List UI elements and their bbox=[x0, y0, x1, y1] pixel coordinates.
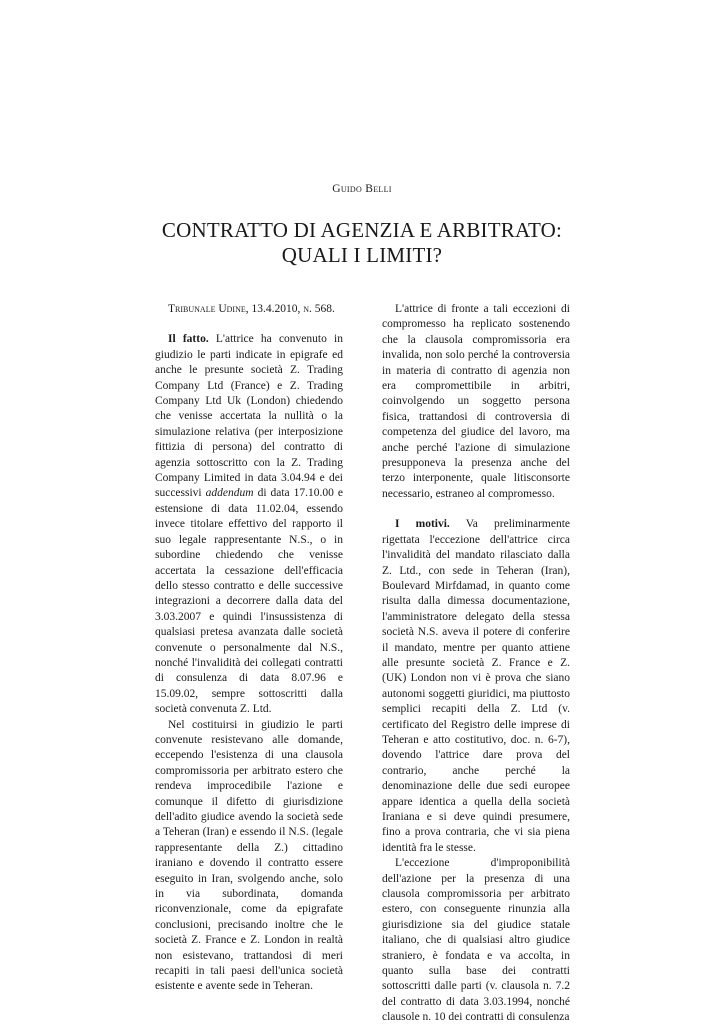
costituzione-paragraph: Nel costituirsi in giudizio le parti convenute resistevano alle domande, eccependo l'esistenza di una clausola compromissoria per arbitrato estero che rendeva improcedibile l'azione e comunque il difetto di giurisdizione dell'adito giudice avendo la società sede a Teheran (Iran) e essendo il N.S. (legale rappresentante della Z.) cittadino iraniano e dovendo il contratto essere eseguito in Iran, svolgendo anche, solo in via subordinata, domanda riconvenzionale, come da epigrafate conclusioni, precisando inoltre che le società Z. France e Z. London in realtà non esistevano, trattandosi di meri recapiti in tali paesi dell'unica società esistente e avente sede in Teheran. bbox=[155, 718, 343, 993]
replica-paragraph: L'attrice di fronte a tali eccezioni di compromesso ha replicato sostenendo che la clausola compromissoria era invalida, non solo perché la controversia in materia di contratto di agenzia non era compromettibile in arbitri, coinvolgendo un soggetto persona fisica, trattandosi di controversia di competenza del giudice del lavoro, ma anche perché l'azione di simulazione presupponeva la presenza anche del terzo interponente, quale litisconsorte necessario, estraneo al compromesso. bbox=[382, 303, 570, 500]
fatto-heading: Il fatto. bbox=[168, 333, 209, 346]
addendum-term: addendum bbox=[205, 487, 254, 500]
left-column bbox=[155, 302, 343, 995]
motivi-paragraph bbox=[382, 517, 570, 856]
motivi-text: Va preliminarmente rigettata l'eccezione dell'attrice circa l'invalidità del mandato rilasciato dalla Z. Ltd., con sede in Teheran (Iran), Boulevard Mirfdamad, in quanto come risulta dalla dimessa documentazione, l'amministratore delegato della stessa società N.S. aveva il potere di conferire il mandato, mentre per quanto attiene alle presunte società Z. France e Z. (UK) London non vi è prova che siano autonomi soggetti giuridici, ma piuttosto semplici recapiti della Z. Ltd (v. certificato del Registro delle imprese di Teheran e atto costitutivo, doc. n. 6-7), dovendo l'attrice dare prova del contrario, anche perché la denominazione delle due sedi europee appare identica a quella della società Iraniana e si deve quindi presumere, fino a prova contraria, che vi sia piena identità fra le stesse. bbox=[382, 518, 571, 854]
court-reference: Tribunale Udine, 13.4.2010, n. 568. bbox=[168, 303, 335, 315]
article-title bbox=[0, 218, 724, 268]
author-name: Guido Belli bbox=[332, 183, 392, 195]
fatto-paragraph bbox=[155, 332, 343, 717]
right-column bbox=[382, 302, 570, 1026]
fatto-text-b: di data 17.10.00 e estensione di data 11.02.04, essendo invece titolare effettivo del rapporto il suo legale rappresentante N.S., o in subordine chiedendo che venisse accertata la cessazione dell'efficacia dello stesso contratto e delle successive integrazioni a decorrere dalla data del 3.03.2007 e quindi l'insussistenza di qualsiasi pretesa avanzata dalle società convenute o personalmente dal N.S., nonché l'invalidità dei collegati contratti di consulenza di data 8.07.96 e 15.09.02, sempre sottoscritti dalla società convenuta Z. Ltd. bbox=[155, 487, 344, 716]
title-line-1: CONTRATTO DI AGENZIA E ARBITRATO: bbox=[161, 218, 563, 242]
title-line-2: QUALI I LIMITI? bbox=[281, 243, 443, 267]
fatto-text-a: L'attrice ha convenuto in giudizio le parti indicate in epigrafe ed anche le presunte società Z. Trading Company Ltd (France) e Z. Trading Company Ltd Uk (London) chiedendo che venisse accertata la nullità o la simulazione relativa (per interposizione fittizia di persona) del contratto di agenzia sottoscritto con la Z. Trading Company Limited in data 3.04.94 e dei successivi bbox=[155, 333, 343, 500]
motivi-heading: I motivi. bbox=[395, 518, 450, 531]
eccezione-paragraph: L'eccezione d'improponibilità dell'azione per la presenza di una clausola compromissoria per arbitrato estero, con conseguente rinunzia alla giurisdizione sia del giudice statale italiano, che di qualsiasi altro giudice straniero, è fondata e va accolta, in quanto sulla base dei contratti sottoscritti dalle parti (v. clausola n. 7.2 del contratto di data 3.03.1994, nonché clausole n. 10 dei contratti di consulenza bbox=[382, 857, 570, 1024]
